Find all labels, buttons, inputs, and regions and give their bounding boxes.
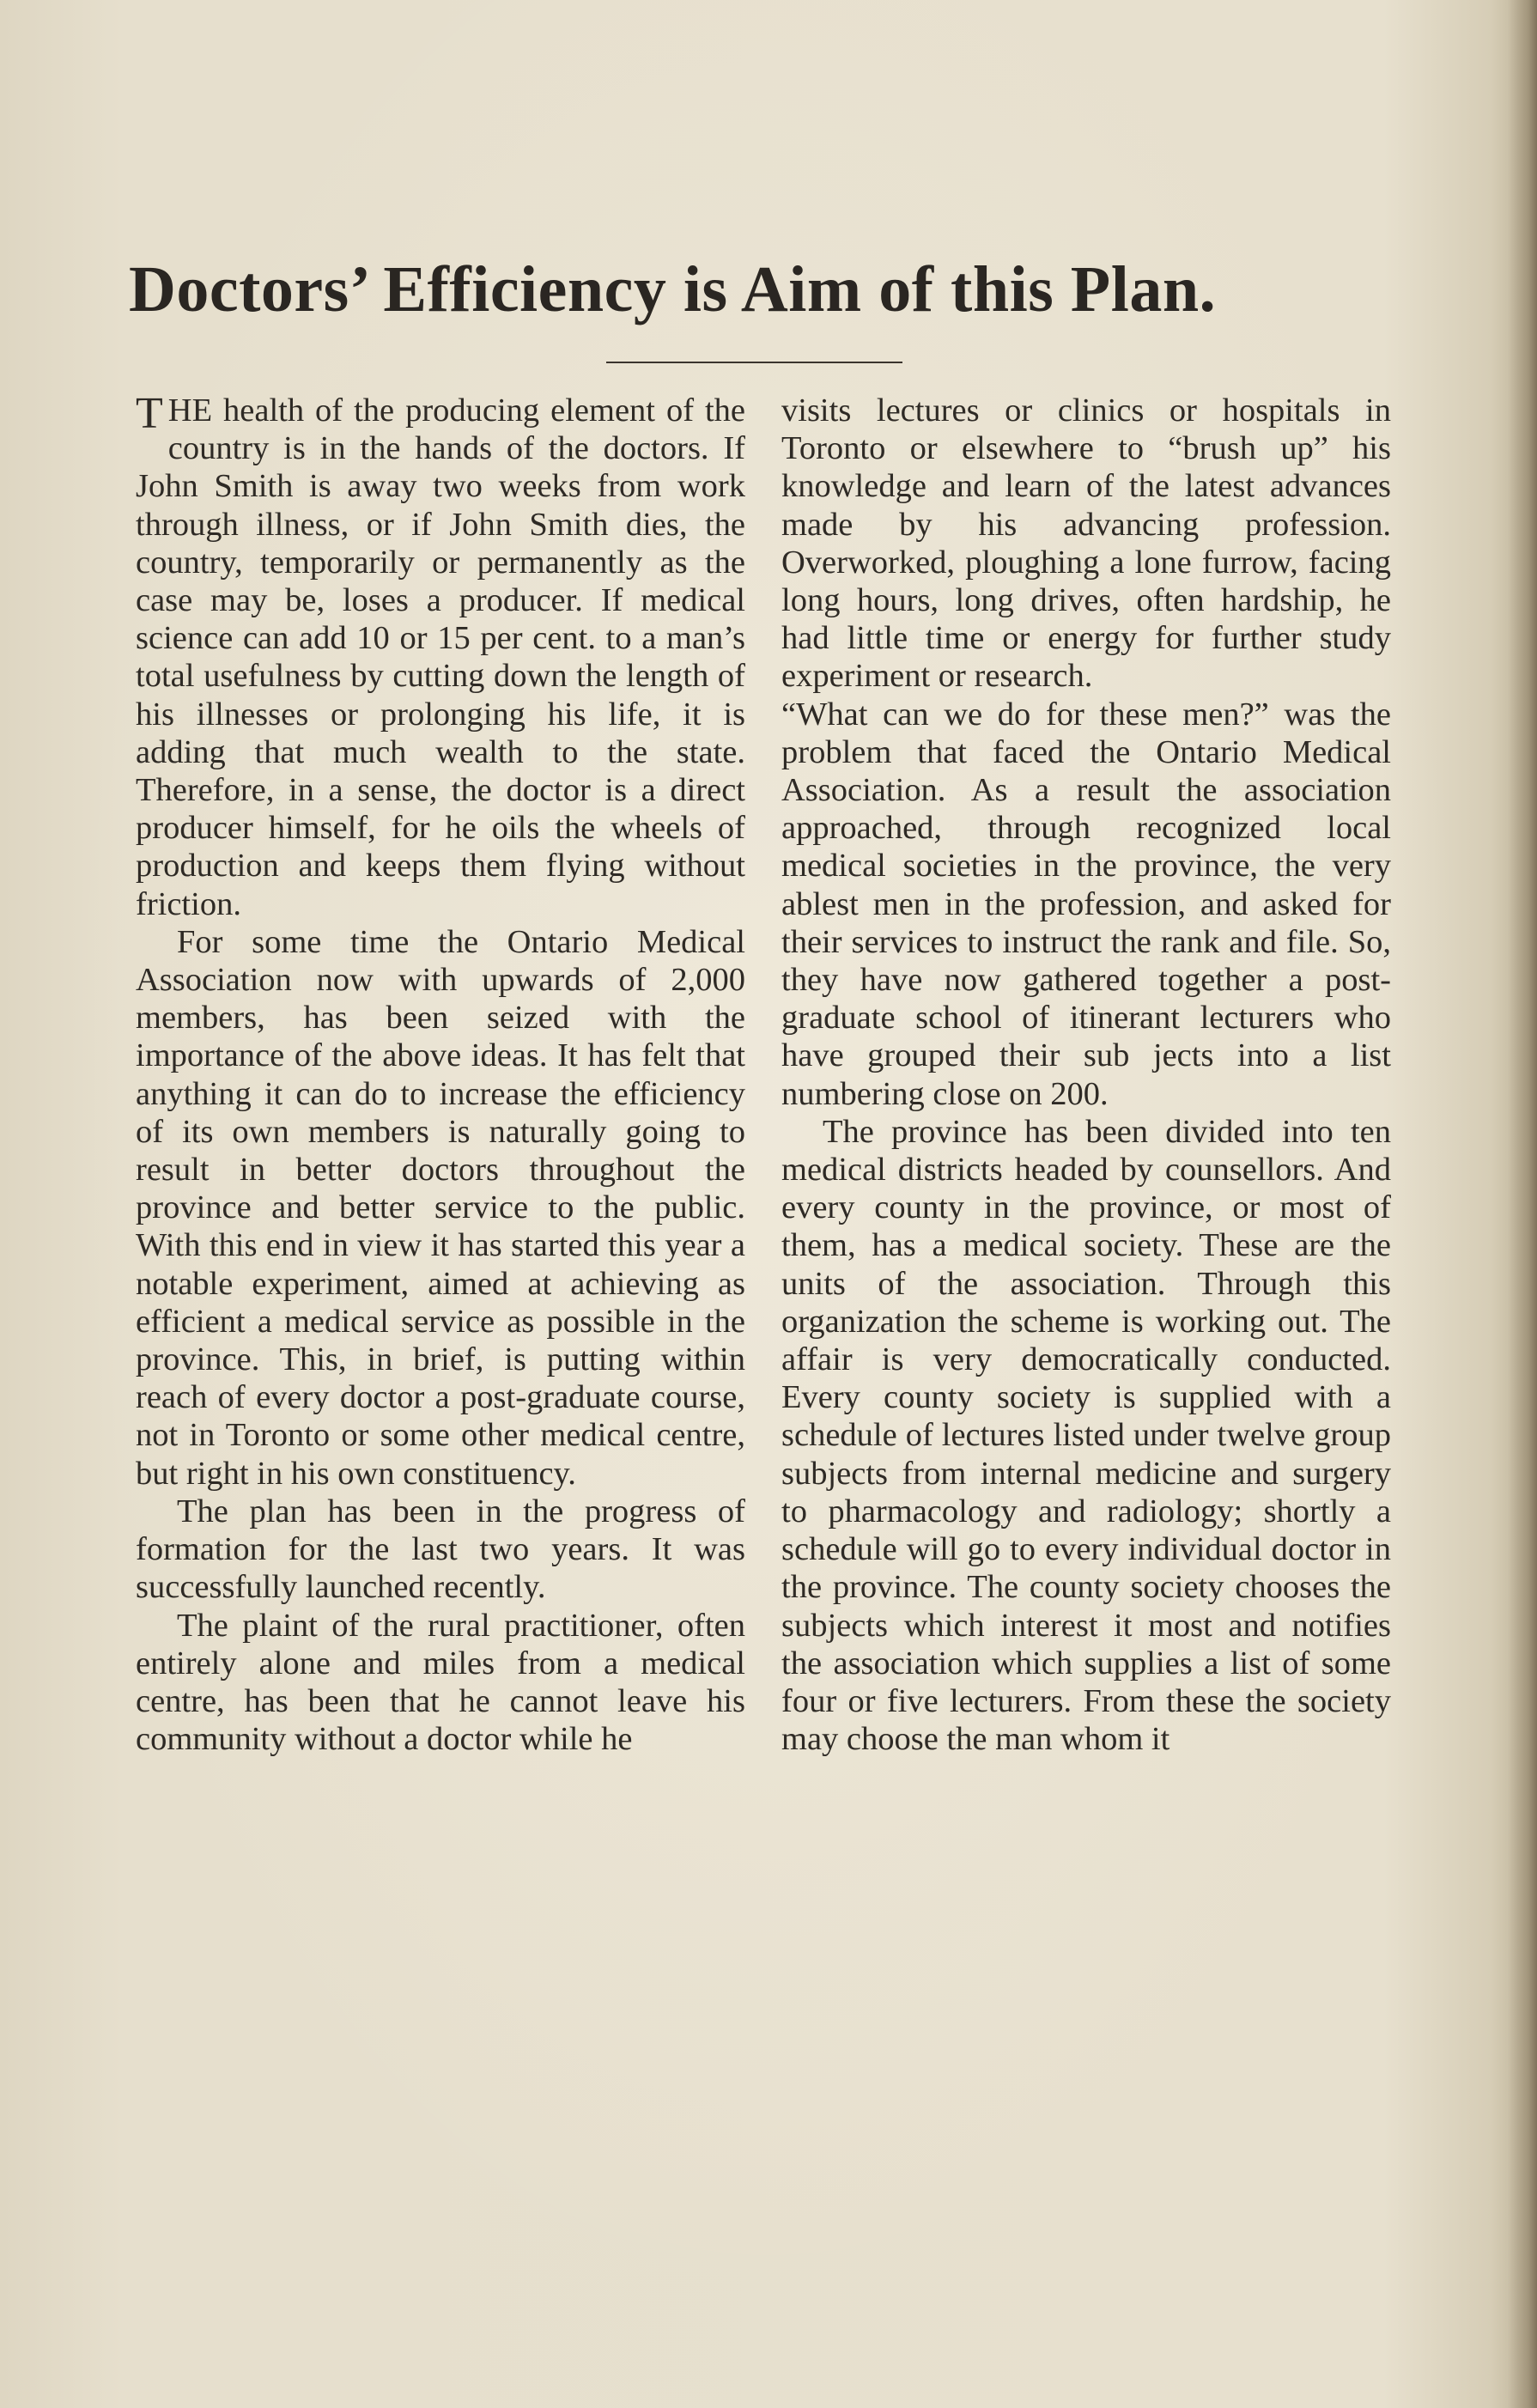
paragraph: For some time the Ontario Medical Association now with upwards of 2,000 members, has been seized with the importance of the above ideas. It has felt that anything it can do to increase the efficiency of its own members is naturally going to result in better doctors throughout the province and better service to the public. With this end in view it has started this year a notable experiment, aimed at achieving as efficient a medical service as possible in the province. This, in brief, is putting within reach of every doctor a post-graduate course, not in Toronto or some other medical centre, but right in his own constituency. [136,923,745,1492]
article-title: Doctors’ Efficiency is Aim of this Plan. [129,253,1217,325]
paragraph [136,389,745,923]
page-spine-shadow [1508,0,1537,2408]
paragraph: The plaint of the rural practitioner, often entirely alone and miles from a medical centre, has been that he cannot leave his community without a doctor while he [136,1607,745,1758]
title-divider-rule [606,362,902,363]
paragraph: The plan has been in the progress of formation for the last two years. It was successfully launched recently. [136,1493,745,1606]
paragraph-continued: visits lectures or clinics or hospitals in Toronto or elsewhere to “brush up” his knowledge and learn of the latest advances made by his advancing profession. Overworked, ploughing a lone furrow, facing long hours, long drives, often hardship, he had little time or energy for further study experiment or research. [781,392,1391,695]
paragraph: The province has been divided into ten medical districts headed by counsellors. And every county in the province, or most of them, has a medical society. These are the units of the association. Through this organization the scheme is working out. The affair is very democratically conducted. Every county society is supplied with a schedule of lectures listed under twelve group subjects from internal medicine and surgery to pharmacology and radiology; shortly a schedule will go to every individual doctor in the province. The county society chooses the subjects which interest it most and notifies the association which supplies a list of some four or five lecturers. From these the society may choose the man whom it [781,1113,1391,1758]
right-column [781,392,1391,1758]
drop-cap: T [136,389,163,438]
article-body [136,389,1394,2161]
paragraph-text: HE health of the producing element of the country is in the hands of the doctors. If John Smith is away two weeks from work through illness, or if John Smith dies, the country, temporarily or permanently as the case may be, loses a producer. If medical science can add 10 or 15 per cent. to a man’s total usefulness by cutting down the length of his illnesses or prolonging his life, it is adding that much wealth to the state. Therefore, in a sense, the doctor is a direct producer himself, for he oils the wheels of production and keeps them flying without friction. [136,392,745,922]
paragraph: “What can we do for these men?” was the problem that faced the Ontario Medical Association. As a result the association approached, through recognized local medical societies in the province, the very ablest men in the profession, and asked for their services to instruct the rank and file. So, they have now gathered together a post-graduate school of itinerant lecturers who have grouped their sub jects into a list numbering close on 200. [781,696,1391,1112]
left-column [136,389,745,1758]
